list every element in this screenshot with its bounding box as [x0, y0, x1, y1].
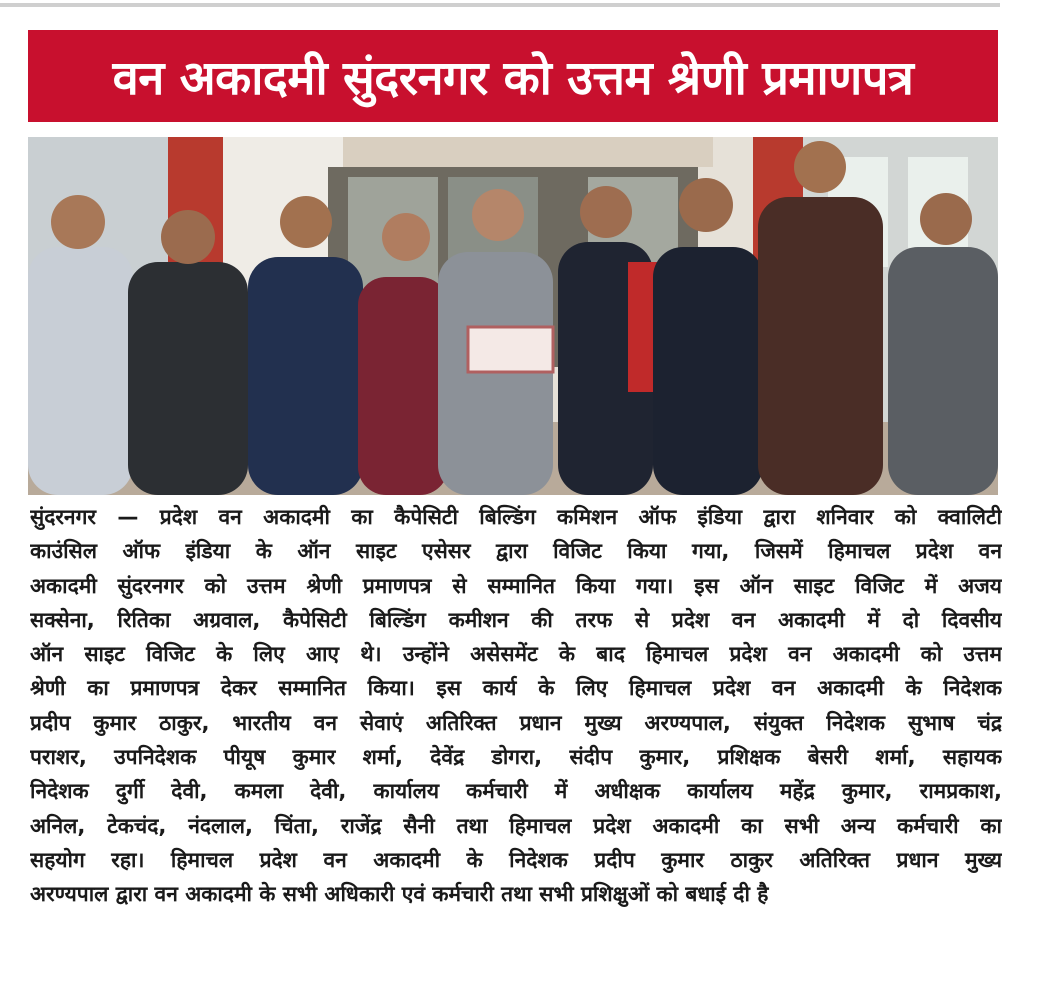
article-line: पराशर, उपनिदेशक पीयूष कुमार शर्मा, देवेंद्र डोगरा, संदीप कुमार, प्रशिक्षक बेसरी शर्मा, सहायक	[30, 745, 1002, 770]
article-line: ऑन साइट विजिट के लिए आए थे। उन्होंने असेसमेंट के बाद हिमाचल प्रदेश वन अकादमी को उत्तम	[30, 642, 1002, 667]
headline: वन अकादमी सुंदरनगर को उत्तम श्रेणी प्रमाणपत्र	[112, 51, 914, 106]
article-line: श्रेणी का प्रमाणपत्र देकर सम्मानित किया। इस कार्य के लिए हिमाचल प्रदेश वन अकादमी के निदेशक	[30, 676, 1002, 701]
certificate	[468, 327, 553, 372]
news-photo	[28, 137, 998, 495]
article-line: काउंसिल ऑफ इंडिया के ऑन साइट एसेसर द्वारा विजिट किया गया, जिसमें हिमाचल प्रदेश वन	[30, 539, 1002, 564]
article-line: प्रदीप कुमार ठाकुर, भारतीय वन सेवाएं अतिरिक्त प्रधान मुख्य अरण्यपाल, संयुक्त निदेशक सुभाष चंद्र	[30, 710, 1002, 735]
top-rule	[0, 3, 1000, 7]
article-line: सक्सेना, रितिका अग्रवाल, कैपेसिटी बिल्डिंग कमीशन की तरफ से प्रदेश वन अकादमी में दो दिवसीय	[30, 607, 1002, 632]
headline-banner	[28, 30, 998, 122]
article-line: अनिल, टेकचंद, नंदलाल, चिंता, राजेंद्र सैनी तथा हिमाचल प्रदेश अकादमी का सभी अन्य कर्मचारी का	[30, 813, 1002, 838]
article-line: सहयोग रहा। हिमाचल प्रदेश वन अकादमी के निदेशक प्रदीप कुमार ठाकुर अतिरिक्त प्रधान मुख्य	[30, 847, 1002, 872]
article-body	[30, 500, 1002, 912]
group-photo-illustration	[28, 137, 998, 495]
article-line: सुंदरनगर — प्रदेश वन अकादमी का कैपेसिटी बिल्डिंग कमिशन ऑफ इंडिया द्वारा शनिवार को क्वालिटी	[30, 505, 1002, 529]
article-line: अरण्यपाल द्वारा वन अकादमी के सभी अधिकारी एवं कर्मचारी तथा सभी प्रशिक्षुओं को बधाई दी है	[30, 882, 769, 907]
article-line: निदेशक दुर्गी देवी, कमला देवी, कार्यालय कर्मचारी में अधीक्षक कार्यालय महेंद्र कुमार, रामप्रकाश,	[30, 779, 1002, 804]
article-line: अकादमी सुंदरनगर को उत्तम श्रेणी प्रमाणपत्र से सम्मानित किया गया। इस ऑन साइट विजिट में अजय	[30, 573, 1002, 598]
